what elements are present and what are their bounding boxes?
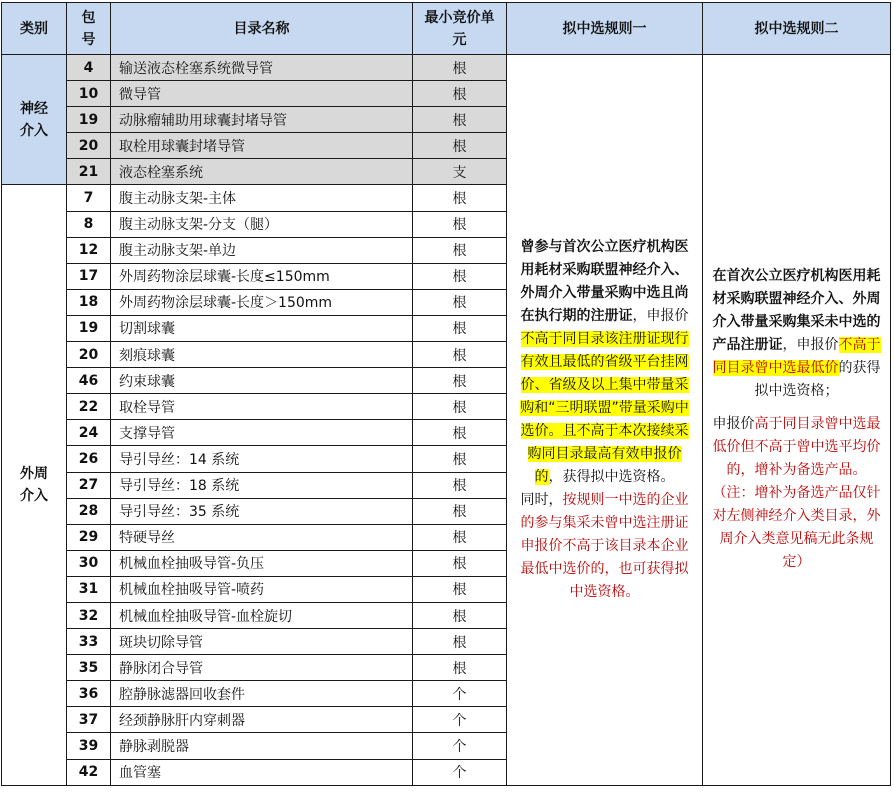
catalog-name: 外周药物涂层球囊-长度＞150mm bbox=[111, 289, 413, 315]
min-unit: 根 bbox=[413, 211, 507, 237]
catalog-name: 腹主动脉支架-分支（腿） bbox=[111, 211, 413, 237]
header-min-unit bbox=[413, 3, 507, 55]
rule2-cell bbox=[703, 55, 891, 786]
catalog-name: 导引导丝：35 系统 bbox=[111, 498, 413, 524]
min-unit: 根 bbox=[413, 368, 507, 394]
package-number: 12 bbox=[67, 237, 111, 263]
rule1-cell bbox=[507, 55, 703, 786]
package-number: 22 bbox=[67, 394, 111, 420]
min-unit: 根 bbox=[413, 81, 507, 107]
catalog-name: 特硬导丝 bbox=[111, 524, 413, 550]
category-cell bbox=[2, 185, 67, 785]
header-rule2: 拟中选规则二 bbox=[703, 3, 891, 55]
min-unit: 根 bbox=[413, 133, 507, 159]
header-package-no-text: 包号 bbox=[81, 9, 96, 48]
catalog-name: 取栓导管 bbox=[111, 394, 413, 420]
catalog-name: 约束球囊 bbox=[111, 368, 413, 394]
package-number: 20 bbox=[67, 133, 111, 159]
min-unit: 个 bbox=[413, 759, 507, 785]
catalog-name: 静脉剥脱器 bbox=[111, 733, 413, 759]
category-label: 外周介入 bbox=[20, 466, 48, 505]
min-unit: 根 bbox=[413, 289, 507, 315]
rule1-bold: 曾参与首次公立医疗机构医用耗材采购联盟神经介入、外周介入带量采购中选且尚在执行期的注册证 bbox=[520, 238, 689, 324]
min-unit: 根 bbox=[413, 315, 507, 341]
header-min-unit-text: 最小竞价单元 bbox=[424, 9, 495, 48]
package-number: 7 bbox=[67, 185, 111, 211]
rule2-text2: 的获得拟中选资格； bbox=[754, 360, 881, 400]
rule2-note-prefix: 申报价 bbox=[712, 416, 755, 433]
package-number: 24 bbox=[67, 420, 111, 446]
package-number: 35 bbox=[67, 655, 111, 681]
rule2-highlight: 不高于同目录曾中选最低价 bbox=[712, 337, 881, 377]
catalog-name: 腹主动脉支架-单边 bbox=[111, 237, 413, 263]
min-unit: 根 bbox=[413, 472, 507, 498]
package-number: 31 bbox=[67, 576, 111, 602]
min-unit: 根 bbox=[413, 394, 507, 420]
catalog-name: 血管塞 bbox=[111, 759, 413, 785]
package-number: 20 bbox=[67, 342, 111, 368]
package-number: 8 bbox=[67, 211, 111, 237]
package-number: 27 bbox=[67, 472, 111, 498]
min-unit: 根 bbox=[413, 420, 507, 446]
catalog-name: 静脉闭合导管 bbox=[111, 655, 413, 681]
package-number: 36 bbox=[67, 681, 111, 707]
catalog-table bbox=[1, 2, 891, 786]
table-row bbox=[2, 55, 891, 81]
catalog-name: 动脉瘤辅助用球囊封堵导管 bbox=[111, 107, 413, 133]
min-unit: 根 bbox=[413, 237, 507, 263]
min-unit: 根 bbox=[413, 655, 507, 681]
header-row bbox=[2, 3, 891, 55]
catalog-name: 腹主动脉支架-主体 bbox=[111, 185, 413, 211]
header-rule1: 拟中选规则一 bbox=[507, 3, 703, 55]
rule1-note-prefix: 同时， bbox=[520, 491, 563, 508]
catalog-name: 机械血栓抽吸导管-喷药 bbox=[111, 576, 413, 602]
catalog-name: 输送液态栓塞系统微导管 bbox=[111, 55, 413, 81]
package-number: 42 bbox=[67, 759, 111, 785]
package-number: 33 bbox=[67, 629, 111, 655]
min-unit: 根 bbox=[413, 524, 507, 550]
package-number: 29 bbox=[67, 524, 111, 550]
min-unit: 根 bbox=[413, 550, 507, 576]
package-number: 18 bbox=[67, 289, 111, 315]
catalog-name: 导引导丝：18 系统 bbox=[111, 472, 413, 498]
catalog-name: 经颈静脉肝内穿刺器 bbox=[111, 707, 413, 733]
rule2-note-red: 高于同目录曾中选最低价但不高于曾中选平均价的，增补为备选产品。（注：增补为备选产品仅针对左侧神经介入类目录，外周介入类意见稿无此条规定） bbox=[712, 416, 881, 571]
rule1-highlight: 不高于同目录该注册证现行有效且最低的省级平台挂网价、省级及以上集中带量采购和“三明联盟”带量采购中选价。且不高于本次接续采购同目录最高有效申报价的 bbox=[520, 330, 689, 485]
package-number: 26 bbox=[67, 446, 111, 472]
min-unit: 根 bbox=[413, 629, 507, 655]
rule1-note bbox=[515, 489, 694, 604]
min-unit: 根 bbox=[413, 107, 507, 133]
catalog-name: 微导管 bbox=[111, 81, 413, 107]
catalog-name: 刻痕球囊 bbox=[111, 342, 413, 368]
min-unit: 根 bbox=[413, 342, 507, 368]
catalog-name: 支撑导管 bbox=[111, 420, 413, 446]
rule1-text2: ，获得拟中选资格。 bbox=[548, 468, 675, 485]
rule1-main bbox=[515, 236, 694, 489]
min-unit: 个 bbox=[413, 707, 507, 733]
min-unit: 根 bbox=[413, 498, 507, 524]
package-number: 19 bbox=[67, 107, 111, 133]
catalog-name: 导引导丝：14 系统 bbox=[111, 446, 413, 472]
rule2-text1: ，申报价 bbox=[782, 337, 839, 354]
min-unit: 根 bbox=[413, 55, 507, 81]
catalog-name: 切割球囊 bbox=[111, 315, 413, 341]
rule2-bold: 在首次公立医疗机构医用耗材采购联盟神经介入、外周介入带量采购集采未中选的产品注册证 bbox=[712, 268, 881, 354]
min-unit: 个 bbox=[413, 681, 507, 707]
catalog-name: 取栓用球囊封堵导管 bbox=[111, 133, 413, 159]
category-label: 神经介入 bbox=[20, 100, 48, 139]
package-number: 4 bbox=[67, 55, 111, 81]
rule2-note bbox=[711, 413, 882, 574]
package-number: 32 bbox=[67, 602, 111, 628]
package-number: 19 bbox=[67, 315, 111, 341]
package-number: 39 bbox=[67, 733, 111, 759]
header-catalog-name: 目录名称 bbox=[111, 3, 413, 55]
package-number: 21 bbox=[67, 159, 111, 185]
category-cell bbox=[2, 55, 67, 185]
rule2-main bbox=[711, 265, 882, 403]
min-unit: 根 bbox=[413, 446, 507, 472]
package-number: 37 bbox=[67, 707, 111, 733]
package-number: 30 bbox=[67, 550, 111, 576]
min-unit: 个 bbox=[413, 733, 507, 759]
package-number: 10 bbox=[67, 81, 111, 107]
package-number: 46 bbox=[67, 368, 111, 394]
header-category: 类别 bbox=[2, 3, 67, 55]
catalog-name: 液态栓塞系统 bbox=[111, 159, 413, 185]
min-unit: 支 bbox=[413, 159, 507, 185]
min-unit: 根 bbox=[413, 185, 507, 211]
rule1-note-red: 按规则一中选的企业的参与集采未曾中选注册证申报价不高于该目录本企业最低中选价的，也可获得拟中选资格。 bbox=[520, 491, 689, 600]
catalog-body bbox=[2, 55, 891, 786]
package-number: 17 bbox=[67, 263, 111, 289]
min-unit: 根 bbox=[413, 263, 507, 289]
catalog-name: 腔静脉滤器回收套件 bbox=[111, 681, 413, 707]
catalog-name: 机械血栓抽吸导管-负压 bbox=[111, 550, 413, 576]
rule1-text1: ，申报价 bbox=[632, 307, 689, 324]
catalog-name: 机械血栓抽吸导管-血栓旋切 bbox=[111, 602, 413, 628]
rule2-gap bbox=[711, 403, 882, 413]
min-unit: 根 bbox=[413, 576, 507, 602]
package-number: 28 bbox=[67, 498, 111, 524]
catalog-name: 外周药物涂层球囊-长度≤150mm bbox=[111, 263, 413, 289]
header-package-no bbox=[67, 3, 111, 55]
min-unit: 根 bbox=[413, 602, 507, 628]
catalog-name: 斑块切除导管 bbox=[111, 629, 413, 655]
